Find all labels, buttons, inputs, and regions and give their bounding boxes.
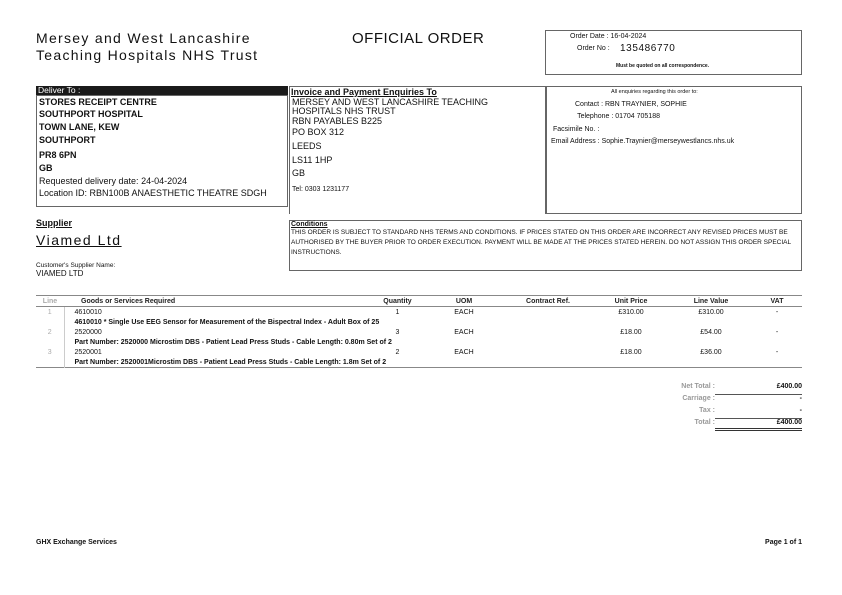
row-line: 2 <box>36 327 64 337</box>
table-row-desc <box>36 357 802 368</box>
document-title: OFFICIAL ORDER <box>352 30 485 47</box>
row-description: 4610010 * Single Use EEG Sensor for Measurement of the Bispectral Index - Adult Box of 25 <box>74 318 380 326</box>
deliver-to-label: Deliver To : <box>36 86 288 95</box>
table-row <box>36 307 802 318</box>
row-code: 2520001 <box>74 348 102 356</box>
invoice-line: GB <box>292 168 306 178</box>
conditions-text: THIS ORDER IS SUBJECT TO STANDARD NHS TERMS AND CONDITIONS. IF PRICES STATED ON THIS ORDER ARE INCORRECT ANY REVISED PRICES MUST BE AUTHORISED BY THE BUYER PRIOR TO ORDER EXECUTION. PAYMENT WILL BE MADE AT THE PRICES STATED HEREIN. DO NOT ASSIGN THIS ORDER SPECIAL INSTRUCTIONS. <box>291 229 791 256</box>
row-unit-price: £18.00 <box>620 328 642 336</box>
order-meta-box <box>545 30 802 75</box>
customer-supplier-name: VIAMED LTD <box>36 269 84 278</box>
contact-email: Email Address : Sophie.Traynier@merseywestlancs.nhs.uk <box>551 138 735 145</box>
deliver-line: TOWN LANE, KEW <box>39 122 120 132</box>
contact-telephone: Telephone : 01704 705188 <box>577 113 660 120</box>
carriage-label: Carriage : <box>682 395 715 402</box>
supplier-name: Viamed Ltd <box>36 232 122 248</box>
col-unit-price: Unit Price <box>592 296 670 307</box>
invoice-tel: Tel: 0303 1231177 <box>292 186 350 193</box>
row-vat: - <box>775 348 779 356</box>
deliver-line: STORES RECEIPT CENTRE <box>39 97 157 107</box>
org-line-1: Mersey and West Lancashire <box>36 30 251 46</box>
invoice-line: HOSPITALS NHS TRUST <box>292 106 396 116</box>
table-row <box>36 347 802 357</box>
order-date: Order Date : 16-04-2024 <box>570 33 647 40</box>
row-uom: EACH <box>454 308 474 316</box>
invoice-line: MERSEY AND WEST LANCASHIRE TEACHING <box>292 97 489 107</box>
contact-fax: Facsimile No. : <box>553 126 600 133</box>
col-contract-ref: Contract Ref. <box>504 296 592 307</box>
customer-supplier-label: Customer's Supplier Name: <box>36 262 116 269</box>
enquiries-note: All enquiries regarding this order to: <box>611 89 698 95</box>
col-uom: UOM <box>424 296 504 307</box>
row-qty: 3 <box>395 328 400 336</box>
col-quantity: Quantity <box>371 296 424 307</box>
carriage-value: - <box>799 395 802 402</box>
row-unit-price: £310.00 <box>618 308 644 316</box>
net-total-label: Net Total : <box>681 383 715 390</box>
row-line: 1 <box>36 307 64 318</box>
row-line-value: £310.00 <box>698 308 724 316</box>
deliver-line: PR8 6PN <box>39 150 77 160</box>
row-description: Part Number: 2520001Microstim DBS - Patient Lead Press Studs - Cable Length: 1.8m Set of 2 <box>74 358 387 366</box>
table-row-desc <box>36 337 802 347</box>
total-value: £400.00 <box>715 419 802 431</box>
conditions-heading: Conditions <box>291 221 328 228</box>
row-line-value: £36.00 <box>700 348 722 356</box>
row-line: 3 <box>36 347 64 357</box>
conditions-box <box>289 220 802 271</box>
total-label: Total : <box>694 419 715 426</box>
deliver-line: GB <box>39 163 53 173</box>
requested-delivery-date: Requested delivery date: 24-04-2024 <box>39 176 188 186</box>
net-total-value: £400.00 <box>715 383 802 395</box>
page-number: Page 1 of 1 <box>765 539 802 546</box>
organisation-name <box>36 30 258 64</box>
totals-block <box>600 383 802 431</box>
invoice-heading: Invoice and Payment Enquiries To <box>291 87 545 97</box>
row-qty: 2 <box>395 348 400 356</box>
row-uom: EACH <box>454 348 474 356</box>
quote-note: Must be quoted on all correspondence. <box>616 63 710 69</box>
row-code: 4610010 <box>74 308 102 316</box>
row-description: Part Number: 2520000 Microstim DBS - Patient Lead Press Studs - Cable Length: 0.80m Set of 2 <box>74 338 392 346</box>
col-line: Line <box>36 296 64 307</box>
order-items-table <box>36 295 802 368</box>
table-row-desc <box>36 317 802 327</box>
location-id: Location ID: RBN100B ANAESTHETIC THEATRE SDGH <box>39 188 267 198</box>
row-unit-price: £18.00 <box>620 348 642 356</box>
org-line-2: Teaching Hospitals NHS Trust <box>36 47 259 63</box>
order-no-label: Order No : <box>577 45 610 52</box>
row-uom: EACH <box>454 328 474 336</box>
invoice-line: RBN PAYABLES B225 <box>292 116 383 126</box>
col-vat: VAT <box>752 296 802 307</box>
row-contract <box>504 327 592 337</box>
deliver-to-box <box>36 95 288 207</box>
deliver-line: SOUTHPORT HOSPITAL <box>39 109 143 119</box>
tax-label: Tax : <box>699 407 715 414</box>
deliver-line: SOUTHPORT <box>39 135 96 145</box>
order-number: 135486770 <box>620 43 676 54</box>
table-row <box>36 327 802 337</box>
invoice-line: LEEDS <box>292 141 322 151</box>
row-vat: - <box>775 308 779 316</box>
invoice-line: LS11 1HP <box>292 155 333 165</box>
row-qty: 1 <box>395 308 400 316</box>
row-code: 2520000 <box>74 328 102 336</box>
tax-value: - <box>715 407 802 419</box>
row-contract <box>504 307 592 318</box>
contact-name: Contact : RBN TRAYNIER, SOPHIE <box>575 101 687 108</box>
contact-box <box>546 86 802 214</box>
row-line-value: £54.00 <box>700 328 722 336</box>
supplier-heading: Supplier <box>36 218 73 228</box>
row-contract <box>504 347 592 357</box>
row-vat: - <box>775 328 779 336</box>
col-goods: Goods or Services Required <box>64 296 371 307</box>
col-line-value: Line Value <box>670 296 752 307</box>
footer-left: GHX Exchange Services <box>36 539 117 546</box>
invoice-box <box>289 86 546 214</box>
invoice-line: PO BOX 312 <box>292 127 345 137</box>
